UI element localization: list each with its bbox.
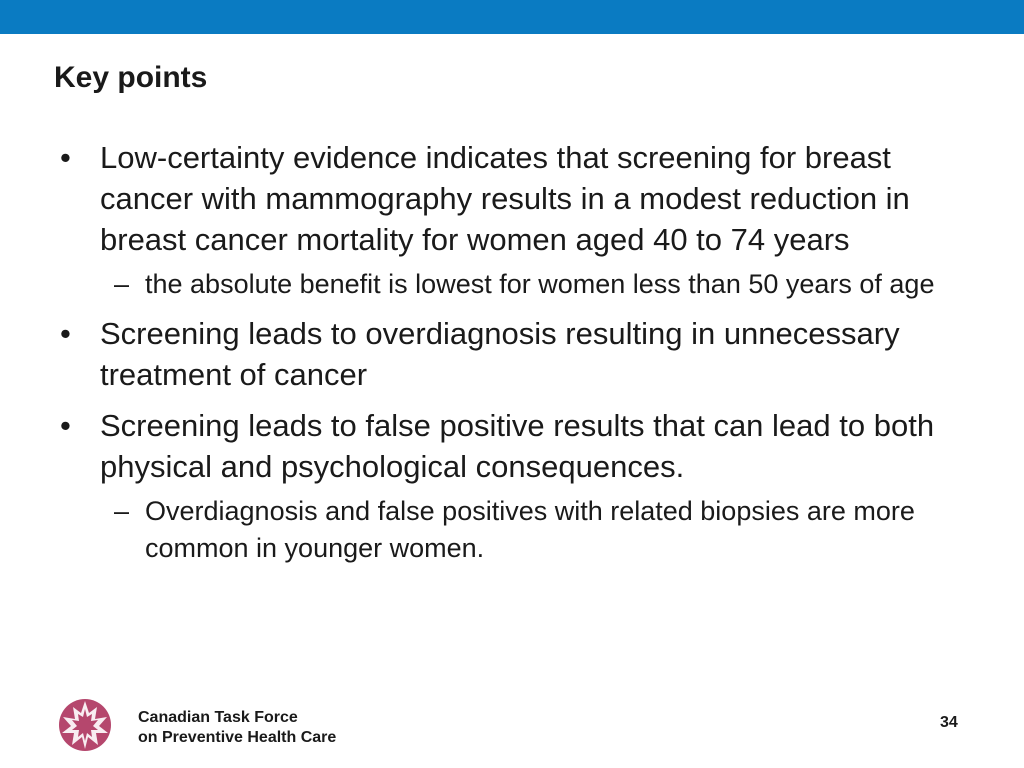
bullet-marker: •: [60, 408, 71, 443]
bullet-list: [0, 137, 1024, 567]
maple-leaf-logo-icon: [52, 695, 122, 751]
sub-bullet-text: Overdiagnosis and false positives with related biopsies are more common in younger women.: [145, 496, 915, 563]
bullet-marker: •: [60, 140, 71, 175]
sub-bullet-marker: –: [114, 496, 130, 526]
bullet-item: [0, 137, 960, 260]
bullet-text: Screening leads to overdiagnosis resulting in unnecessary treatment of cancer: [100, 316, 900, 392]
sub-bullet-marker: –: [114, 269, 130, 299]
organization-name: [138, 708, 336, 748]
bullet-text: Low-certainty evidence indicates that screening for breast cancer with mammography results in a modest reduction in breast cancer mortality for women aged 40 to 74 years: [100, 140, 910, 257]
slide-title: Key points: [54, 61, 208, 94]
bullet-marker: •: [60, 316, 71, 351]
bullet-item: [0, 405, 960, 487]
page-number: 34: [940, 714, 958, 731]
org-name-line-2: on Preventive Health Care: [138, 729, 337, 746]
sub-bullet-text: the absolute benefit is lowest for women less than 50 years of age: [145, 269, 935, 299]
org-name-line-1: Canadian Task Force: [138, 709, 298, 726]
bullet-item: [0, 313, 960, 395]
sub-bullet-item: [0, 266, 975, 303]
bullet-text: Screening leads to false positive results that can lead to both physical and psychological consequences.: [100, 408, 935, 484]
top-accent-bar: [0, 0, 1024, 34]
sub-bullet-item: [0, 493, 975, 567]
